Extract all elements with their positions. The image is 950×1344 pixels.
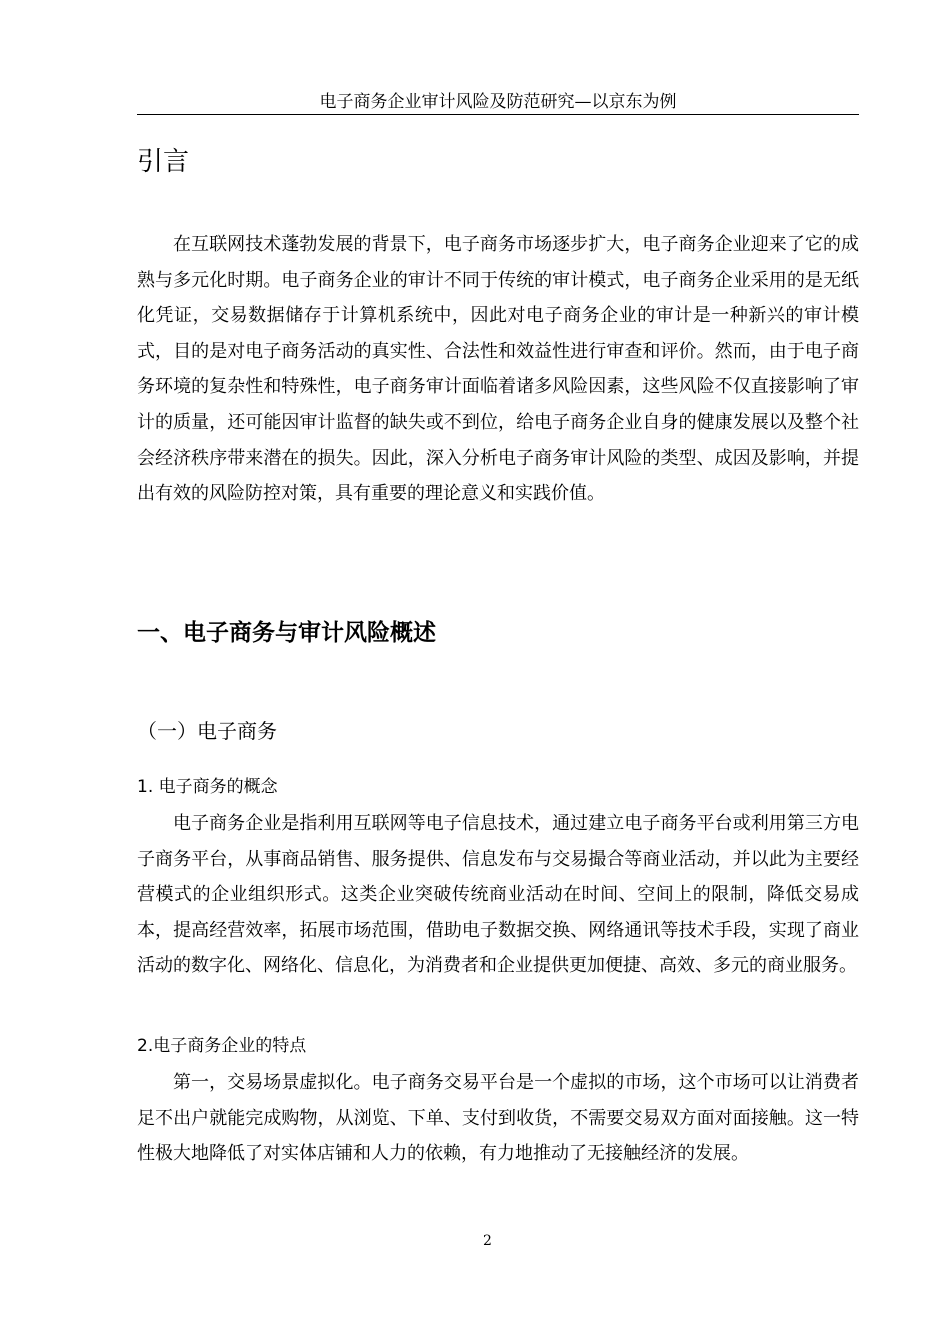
subsection-heading-concept: 1. 电子商务的概念 [137,777,278,797]
concept-paragraph: 电子商务企业是指利用互联网等电子信息技术，通过建立电子商务平台或利用第三方电子商务平台，从事商品销售、服务提供、信息发布与交易撮合等商业活动，并以此为主要经营模式的企业组织形式。这类企业突破传统商业活动在时间、空间上的限制，降低交易成本，提高经营效率，拓展市场范围，借助电子数据交换、网络通讯等技术手段，实现了商业活动的数字化、网络化、信息化，为消费者和企业提供更加便捷、高效、多元的商业服务。 [137,813,859,977]
running-header: 电子商务企业审计风险及防范研究—以京东为例 [319,92,677,112]
section-heading: （一）电子商务 [137,719,277,743]
header-divider [137,114,859,115]
chapter-heading: 一、电子商务与审计风险概述 [137,620,436,646]
page-number: 2 [483,1233,492,1249]
intro-heading: 引言 [137,147,190,177]
intro-paragraph: 在互联网技术蓬勃发展的背景下，电子商务市场逐步扩大，电子商务企业迎来了它的成熟与多元化时期。电子商务企业的审计不同于传统的审计模式，电子商务企业采用的是无纸化凭证，交易数据储存于计算机系统中，因此对电子商务企业的审计是一种新兴的审计模式，目的是对电子商务活动的真实性、合法性和效益性进行审查和评价。然而，由于电子商务环境的复杂性和特殊性，电子商务审计面临着诸多风险因素，这些风险不仅直接影响了审计的质量，还可能因审计监督的缺失或不到位，给电子商务企业自身的健康发展以及整个社会经济秩序带来潜在的损失。因此，深入分析电子商务审计风险的类型、成因及影响，并提出有效的风险防控对策，具有重要的理论意义和实践价值。 [137,234,859,505]
subsection-heading-features: 2.电子商务企业的特点 [137,1036,307,1056]
features-paragraph: 第一，交易场景虚拟化。电子商务交易平台是一个虚拟的市场，这个市场可以让消费者足不出户就能完成购物，从浏览、下单、支付到收货，不需要交易双方面对面接触。这一特性极大地降低了对实体店铺和人力的依赖，有力地推动了无接触经济的发展。 [137,1072,859,1165]
